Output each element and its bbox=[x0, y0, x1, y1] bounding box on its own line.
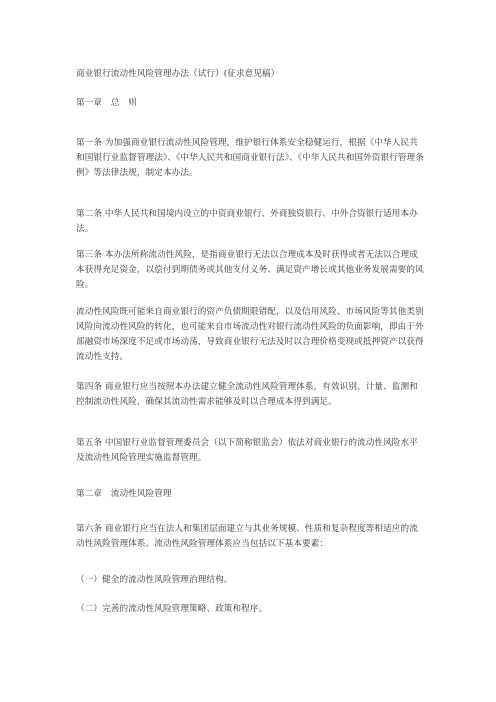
chapter-heading-1: 第一章 总 则 bbox=[76, 98, 137, 108]
list-item-1: （一）健全的流动性风险管理治理结构。 bbox=[76, 575, 233, 585]
article-1: 第一条 为加强商业银行流动性风险管理，维护银行体系安全稳健运行，根据《中华人民共和国银行业监督管理法》、《中华人民共和国商业银行法》、《中华人民共和国外资银行管理条例》等法律法规，制定本办法。 bbox=[76, 138, 424, 178]
article-2: 第二条 中华人民共和国境内设立的中资商业银行、外商独资银行、中外合资银行适用本办法。 bbox=[76, 209, 418, 234]
article-4: 第四条 商业银行应当按照本办法建立健全流动性风险管理体系，有效识别、计量、监测和控制流动性风险，确保其流动性需求能够及时以合理成本得到满足。 bbox=[76, 382, 418, 407]
article-3: 第三条 本办法所称流动性风险，是指商业银行无法以合理成本及时获得或者无法以合理成本获得充足资金，以偿付到期债务或其他支付义务、满足资产增长或其他业务发展需要的风险。 bbox=[76, 250, 424, 290]
article-6: 第六条 商业银行应当在法人和集团层面建立与其业务规模、性质和复杂程度等相适应的流动性风险管理体系。流动性风险管理体系应当包括以下基本要素： bbox=[76, 524, 418, 549]
document-title: 商业银行流动性风险管理办法（试行）(征求意见稿） bbox=[76, 69, 280, 79]
list-item-2: （二）完善的流动性风险管理策略、政策和程序。 bbox=[76, 604, 268, 614]
article-5: 第五条 中国银行业监督管理委员会（以下简称银监会）依法对商业银行的流动性风险水平及流动性风险管理实施监督管理。 bbox=[76, 438, 418, 463]
chapter-heading-2: 第二章 流动性风险管理 bbox=[76, 489, 172, 499]
article-3-paragraph-2: 流动性风险既可能来自商业银行的资产负债期限错配，以及信用风险、市场风险等其他类别风险向流动性风险的转化，也可能来自市场流动性对银行流动性风险的负面影响，即由于外部融资市场深度不足或市场动荡，导致商业银行无法及时以合理价格变现或抵押资产以获得流动性支持。 bbox=[76, 307, 424, 362]
